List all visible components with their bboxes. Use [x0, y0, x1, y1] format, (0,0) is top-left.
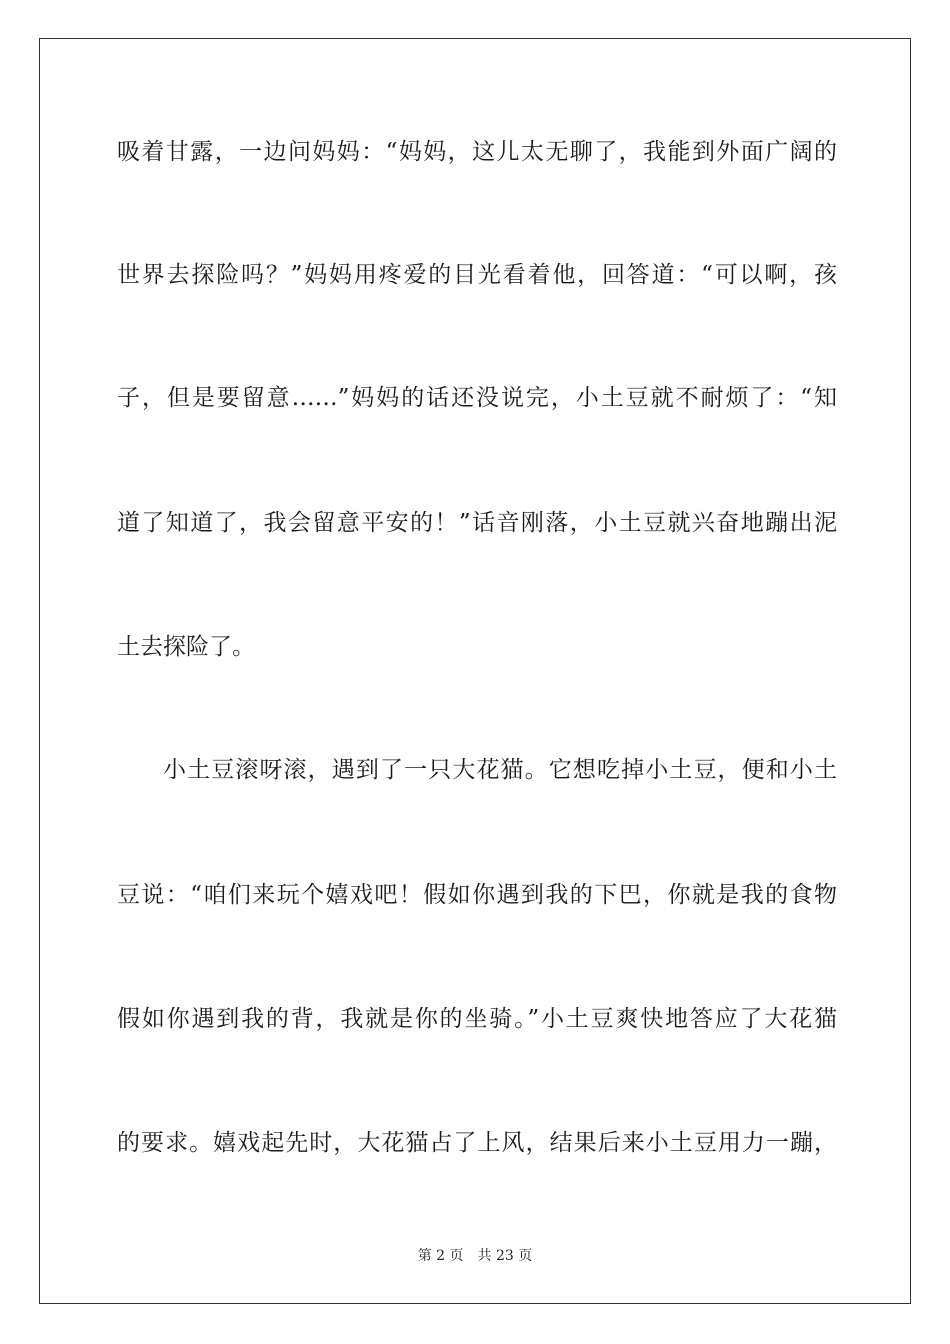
text-line-1: 吸着甘露，一边问妈妈：“妈妈，这儿太无聊了，我能到外面广阔的 [117, 139, 837, 165]
text-line-2: 世界去探险吗？”妈妈用疼爱的目光看着他，回答道：“可以啊，孩 [117, 262, 837, 288]
text-line-7: 豆说：“咱们来玩个嬉戏吧！假如你遇到我的下巴，你就是我的食物 [117, 882, 837, 908]
text-line-5: 土去探险了。 [117, 634, 255, 660]
text-line-8: 假如你遇到我的背，我就是你的坐骑。”小土豆爽快地答应了大花猫 [117, 1006, 837, 1032]
page-border [39, 38, 911, 1304]
text-line-4: 道了知道了，我会留意平安的！”话音刚落，小土豆就兴奋地蹦出泥 [117, 510, 837, 536]
page-total: 共 23 页 [477, 1248, 533, 1264]
text-line-6: 小土豆滚呀滚，遇到了一只大花猫。它想吃掉小土豆，便和小土 [163, 757, 837, 783]
page-footer [0, 1246, 950, 1266]
text-line-9: 的要求。嬉戏起先时，大花猫占了上风，结果后来小土豆用力一蹦， [117, 1130, 837, 1156]
text-line-3: 子，但是要留意……”妈妈的话还没说完，小土豆就不耐烦了：“知 [117, 385, 837, 411]
page-number: 第 2 页 [417, 1248, 464, 1264]
